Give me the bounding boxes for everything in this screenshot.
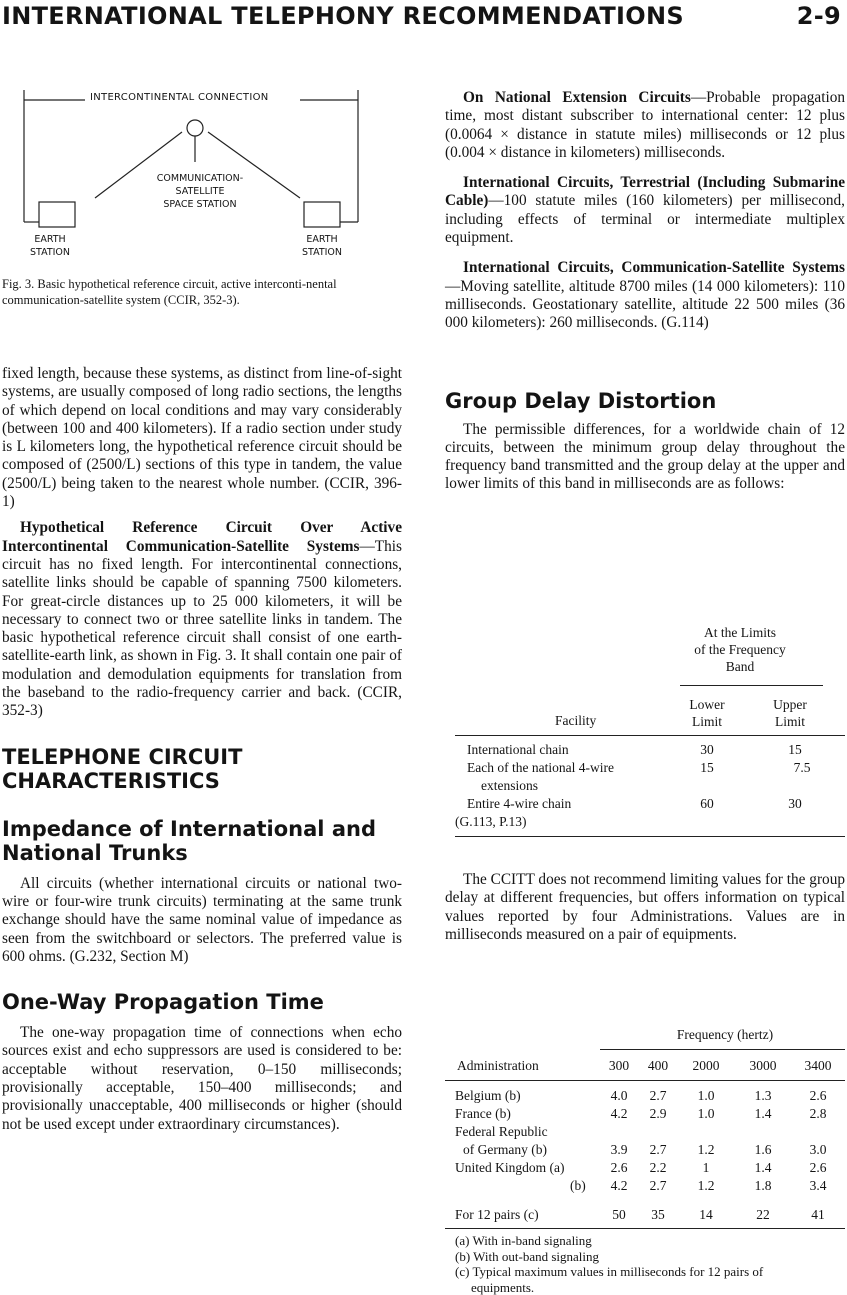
table2-footnotes: (a) With in-band signaling (b) With out-band signaling (c) Typical maximum values in milliseconds for 12 pairs of equipments. [455, 1233, 764, 1295]
left-column [2, 365, 402, 1134]
right-column [445, 89, 845, 494]
table2-row: United Kingdom (a) 2.6 2.2 1 1.4 2.6 [455, 1160, 827, 1175]
table2-row: of Germany (b) 3.9 2.7 1.2 1.6 3.0 [463, 1142, 827, 1157]
table1-header-facility: Facility [555, 713, 597, 728]
paragraph-satellite-systems: International Circuits, Communication-Satellite Systems—Moving satellite, altitude 8700 miles (14 000 kilometers): 110 milliseconds. Geostationary satellite, altitude 22 500 miles (36 000 kilometers): 260 milliseconds. (G.114) [445, 259, 845, 332]
table2-total-row: For 12 pairs (c) 50 35 14 22 41 [455, 1207, 825, 1222]
paragraph-national-extension: On National Extension Circuits—Probable propagation time, most distant subscriber to international center: 12 plus (0.0064 × distance in statute miles) milliseconds or 12 plus (0.004 × distance in kilometers) milliseconds. [445, 89, 846, 161]
table2-header-rule [445, 1080, 845, 1081]
figure-caption: Fig. 3. Basic hypothetical reference circuit, active interconti-nental communication-satellite system (CCIR, 352-3). [2, 277, 337, 307]
table1-row: Each of the national 4-wire 15 7.5 [467, 760, 811, 775]
paragraph-fixed-length: fixed length, because these systems, as distinct from line-of-sight systems, are usually composed of long radio sections, the lengths of which depend on local conditions and may vary considerably (between 100 and 400 kilometers). If a radio section under study is L kilometers long, the hypothetical reference circuit should be composed of (2500/L) sections of this type in tandem, the value (2500/L) being taken to the nearest whole number. (CCIR, 396-1) [2, 365, 402, 511]
header-title: INTERNATIONAL TELEPHONY RECOMMENDATIONS [2, 2, 684, 30]
table2-span-rule [600, 1049, 845, 1050]
heading-telephone-circuit: TELEPHONE CIRCUIT CHARACTERISTICS [2, 744, 243, 793]
table1-bottom-rule [455, 836, 845, 837]
table2-row: France (b) 4.2 2.9 1.0 1.4 2.8 [455, 1106, 827, 1121]
running-header [0, 2, 847, 30]
table2-row: (b) 4.2 2.7 1.2 1.8 3.4 [570, 1178, 827, 1193]
table2-span-header: Frequency (hertz) [676, 1027, 774, 1042]
heading-propagation: One-Way Propagation Time [2, 990, 324, 1015]
table-group-delay-limits [455, 624, 845, 844]
label-right-earth-station: EARTH STATION [301, 234, 343, 258]
page-number: 2-9 [796, 2, 841, 30]
table2-freq-headers: 300 400 2000 3000 3400 [608, 1058, 832, 1073]
table1-header-rule [455, 735, 845, 736]
label-intercontinental: INTERCONTINENTAL CONNECTION [90, 92, 269, 103]
paragraph-hypothetical: Hypothetical Reference Circuit Over Active Intercontinental Communication-Satellite Systems—This circuit has no fixed length. For intercontinental connections, satellite links should be capable of spanning 7500 kilometers. For great-circle distances up to 25 000 kilometers, it will be necessary to connect two or three satellite links in tandem. The basic hypothetical reference circuit shall consist of one earth-satellite-earth link, as shown in Fig. 3. It shall contain one pair of modulation and demodulation equipments for translation from the baseband to the radio-frequency carrier and back. (CCIR, 352-3) [2, 519, 402, 720]
table1-span-header: At the Limits of the Frequency Band [694, 625, 786, 674]
label-left-earth-station: EARTH STATION [29, 234, 71, 258]
table1-header-lower: Lower Limit [689, 697, 725, 729]
paragraph-propagation: The one-way propagation time of connections when echo sources exist and echo suppressors are used is considered to be: acceptable without reservation, 0–150 milliseconds; provisionally acceptable, 150–400 milliseconds; and provisionally unacceptable, 400 milliseconds or higher (should not be used except under extraordinary circumstances). [2, 1024, 402, 1133]
table1-span-rule [680, 685, 823, 686]
table2-row: Federal Republic [455, 1124, 548, 1139]
table1-reference: (G.113, P.13) [455, 814, 527, 829]
table1-row: Entire 4-wire chain 60 30 [467, 796, 802, 811]
figure-3 [0, 80, 400, 307]
table2-bottom-rule [445, 1228, 845, 1229]
table-group-delay-values [445, 1027, 845, 1295]
table2-row: Belgium (b) 4.0 2.7 1.0 1.3 2.6 [455, 1088, 827, 1103]
heading-impedance: Impedance of International and National Trunks [2, 816, 376, 865]
table1-row: International chain 30 15 [467, 742, 802, 757]
table1-row: extensions [481, 778, 538, 793]
table2-header-admin: Administration [457, 1058, 539, 1073]
heading-group-delay: Group Delay Distortion [445, 388, 717, 413]
paragraph-terrestrial: International Circuits, Terrestrial (Including Submarine Cable)—100 statute miles (160 kilometers) per millisecond, including effects of terminal or intermediate multiplex equipment. [445, 174, 845, 247]
paragraph-group-delay: The permissible differences, for a worldwide chain of 12 circuits, between the minimum group delay throughout the frequency band transmitted and the group delay at the upper and lower limits of this band in milliseconds are as follows: [445, 420, 845, 493]
table1-header-upper: Upper Limit [773, 697, 807, 729]
label-satellite: COMMUNICATION- SATELLITE SPACE STATION [156, 173, 244, 210]
paragraph-ccitt: The CCITT does not recommend limiting values for the group delay at different frequencies, but offers information on typical values reported by four Administrations. Values are in milliseconds measured on a pair of equipments. [445, 871, 845, 943]
paragraph-impedance: All circuits (whether international circuits or national two-wire or four-wire trunk circuits) terminating at the same trunk exchange should have the same nominal value of impedance as seen from the switchboard or selectors. The preferred value is 600 ohms. (G.232, Section M) [2, 874, 402, 965]
